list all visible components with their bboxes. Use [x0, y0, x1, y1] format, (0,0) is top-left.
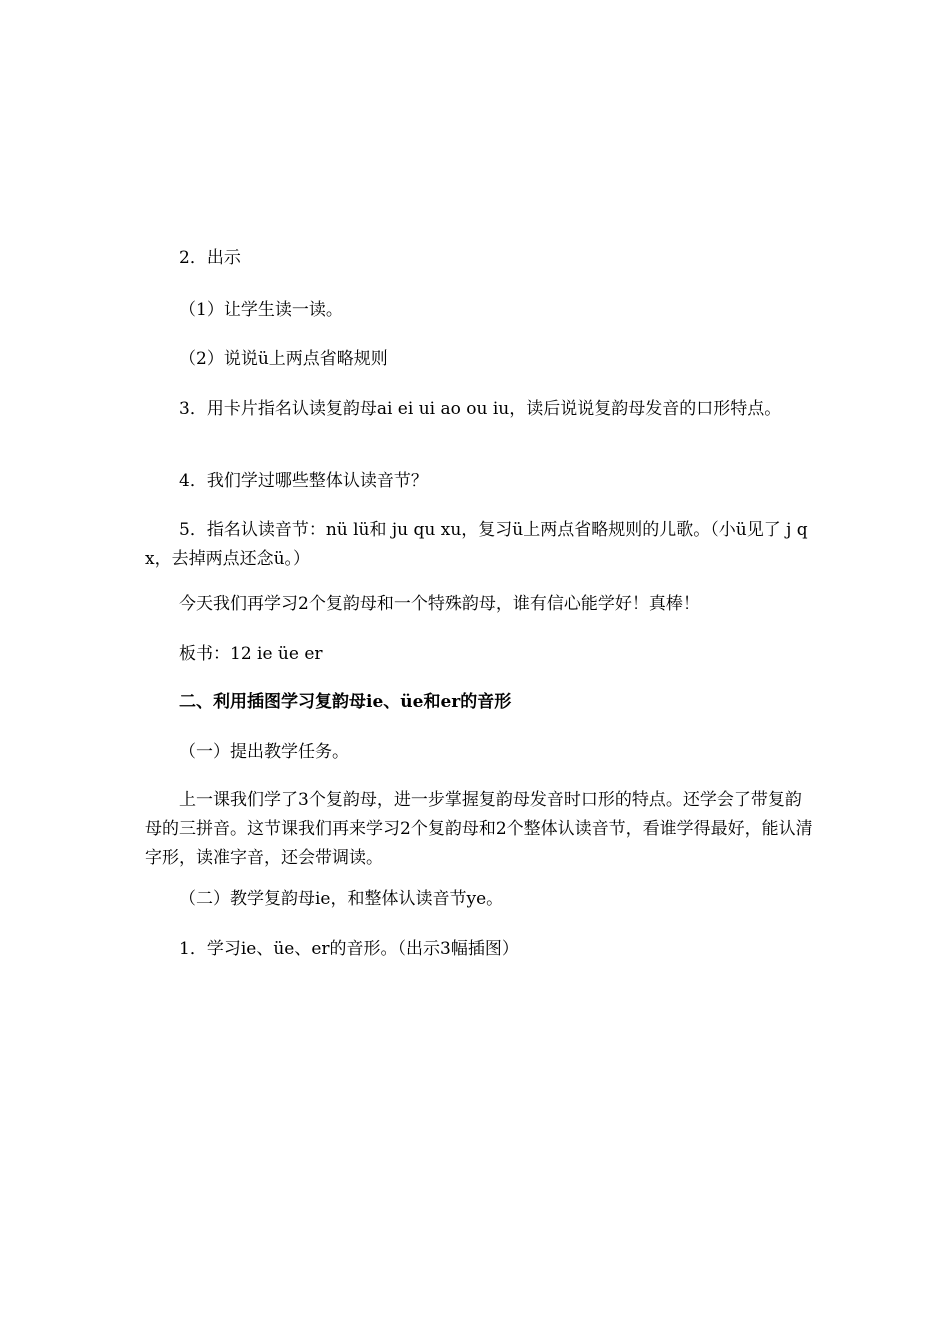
paragraph-today-intro: 今天我们再学习2个复韵母和一个特殊韵母，谁有信心能学好！真棒！ [179, 594, 700, 614]
paragraph-u-dots-rule: （2）说说ü上两点省略规则 [179, 349, 388, 369]
section-heading-two: 二、利用插图学习复韵母ie、üe和er的音形 [179, 692, 512, 712]
paragraph-syllable-reading: 5．指名认读音节：nü lü和 ju qu xu，复习ü上两点省略规则的儿歌。（小ü见了 j q x，去掉两点还念ü。） [145, 520, 814, 569]
paragraph-step-2-show: 2．出示 [179, 248, 241, 268]
paragraph-teaching-task: （一）提出教学任务。 [179, 742, 349, 762]
paragraph-card-reading: 3．用卡片指名认读复韵母ai ei ui ao ou iu，读后说说复韵母发音的口形特点。 [179, 399, 782, 419]
paragraph-whole-syllables-question: 4．我们学过哪些整体认读音节？ [179, 471, 428, 491]
paragraph-board-writing: 板书：12 ie üe er [179, 644, 323, 664]
paragraph-teach-ie: （二）教学复韵母ie，和整体认读音节ye。 [179, 889, 504, 909]
paragraph-learn-sounds: 1．学习ie、üe、er的音形。（出示3幅插图） [179, 939, 519, 959]
paragraph-previous-lesson: 上一课我们学了3个复韵母，进一步掌握复韵母发音时口形的特点。还学会了带复韵母的三拼音。这节课我们再来学习2个复韵母和2个整体认读音节，看谁学得最好，能认清字形，读准字音，还会带调读。 [145, 790, 813, 868]
paragraph-read-aloud: （1）让学生读一读。 [179, 300, 343, 320]
